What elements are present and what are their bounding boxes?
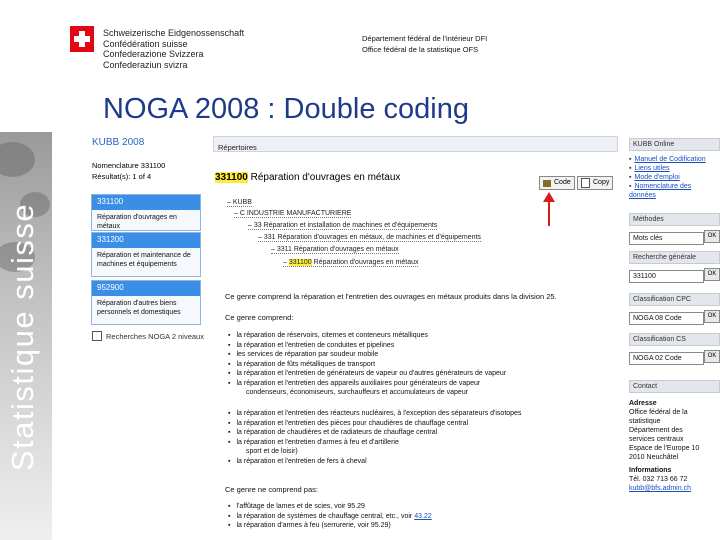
list-item: ▪ la réparation de réservoirs, citernes et conteneurs métalliques [228, 331, 608, 341]
checkbox[interactable] [92, 331, 102, 341]
copy-button[interactable] [577, 176, 613, 190]
link-nomenclature[interactable]: ▪ Nomenclature des données [629, 182, 720, 200]
nomenclature-label: Nomenclature 331100 [92, 161, 166, 170]
cpc-go-button[interactable]: OK [704, 310, 720, 323]
kubb-title: KUBB 2008 [92, 137, 145, 148]
link-list [629, 155, 720, 200]
address-line: Office fédéral de la statistique [629, 409, 688, 425]
arrow-shaft [548, 200, 550, 226]
slide-title: NOGA 2008 : Double coding [103, 93, 469, 125]
card-desc: Réparation d'ouvrages en métaux [97, 214, 177, 230]
red-arrow-annotation [547, 192, 551, 226]
panel-header: Classification CS [629, 333, 720, 346]
kubb-online-panel [629, 138, 720, 200]
cpc-panel [629, 293, 720, 325]
link-mode-emploi[interactable]: ▪ Mode d'emploi [629, 173, 720, 182]
card-code: 952900 [92, 281, 200, 296]
phone: Tél. 032 713 66 72 [629, 476, 688, 483]
tree-node[interactable]: – 33 Réparation et installation de machines et d'équipements [248, 222, 438, 229]
list-item: ▪ la réparation de chaudières et de radiateurs de chauffage central [228, 428, 608, 438]
methods-input[interactable]: Mots clés [629, 232, 704, 245]
result-count: Résultat(s): 1 of 4 [92, 172, 152, 181]
excludes-heading: Ce genre ne comprend pas: [225, 485, 318, 494]
nomenclature-info [92, 160, 165, 182]
copy-button-label: Copy [593, 179, 610, 186]
list-item-with-link [228, 512, 608, 522]
excludes-list [228, 502, 608, 531]
cs-go-button[interactable]: OK [704, 350, 720, 363]
tree-node[interactable]: – 331 Réparation d'ouvrages en métaux, de machines et d'équipements [258, 234, 481, 241]
code-heading [215, 172, 400, 183]
confederation-line: Schweizerische Eidgenossenschaft [103, 28, 245, 38]
tree-node[interactable]: – 3311 Réparation d'ouvrages en métaux [271, 246, 399, 253]
list-item: ▪ la réparation et l'entretien de fers à cheval [228, 457, 608, 467]
list-item: ▪ la réparation et l'entretien des appareils auxiliaires pour générateurs de vapeur [228, 379, 608, 389]
result-card-331100[interactable] [91, 194, 201, 231]
list-item-text: la réparation de systèmes de chauffage central, etc., voir [236, 512, 415, 520]
repertoires-label: Répertoires [218, 143, 257, 152]
card-code: 331200 [92, 233, 200, 248]
address-line: 2010 Neuchâtel [629, 454, 679, 461]
department-info [362, 33, 487, 55]
info-label: Informations [629, 467, 672, 474]
code-button-label: Code [554, 179, 571, 186]
includes-list-2 [228, 409, 608, 466]
list-item: ▪ l'affûtage de lames et de scies, voir 95.29 [228, 502, 608, 512]
panel-header: KUBB Online [629, 138, 720, 151]
checkbox-label: Recherches NOGA 2 niveaux [106, 331, 204, 341]
document-icon [581, 178, 590, 188]
card-desc: Réparation et maintenance de machines et équipements [97, 252, 191, 268]
address-line: Département des [629, 427, 683, 434]
code-number: 331100 [215, 172, 248, 183]
list-item: ▪ la réparation et l'entretien des pièces pour chaudières de chauffage central [228, 419, 608, 429]
cpc-select[interactable]: NOGA 08 Code [629, 312, 704, 325]
statistique-suisse-strip [0, 132, 52, 540]
tree-current-code: 331100 [288, 259, 312, 266]
confederation-line: Confederaziun svizra [103, 59, 188, 70]
confederation-name [103, 28, 244, 70]
list-item-continued: sport et de loisir) [246, 448, 298, 455]
confederation-line: Confederazione Svizzera [103, 49, 204, 59]
card-desc: Réparation d'autres biens personnels et domestiques [97, 300, 181, 316]
department-line: Département fédéral de l'intérieur DFI [362, 34, 488, 43]
search-panel [629, 251, 720, 283]
repertoires-bar [213, 136, 618, 152]
address-line: services centraux [629, 436, 684, 443]
link-manuel[interactable]: ▪ Manuel de Codification [629, 155, 720, 164]
list-item: ▪ la réparation et l'entretien d'armes à feu et d'artillerie [228, 438, 608, 448]
panel-header: Recherche générale [629, 251, 720, 264]
search-input[interactable]: 331100 [629, 270, 704, 283]
address-label: Adresse [629, 400, 657, 407]
list-item: ▪ les services de réparation par soudeur mobile [228, 350, 608, 360]
list-item: ▪ la réparation d'armes à feu (serrurerie, voir 95.29) [228, 521, 608, 531]
search-go-button[interactable]: OK [704, 268, 720, 281]
panel-header: Classification CPC [629, 293, 720, 306]
includes-list-1 [228, 331, 608, 398]
list-item: ▪ la réparation et l'entretien des réacteurs nucléaires, à l'exception des séparateurs d'isotopes [228, 409, 608, 419]
tree-node[interactable]: – C INDUSTRIE MANUFACTURIERE [234, 210, 352, 217]
card-code: 331100 [92, 195, 200, 210]
address-line: Espace de l'Europe 10 [629, 445, 700, 452]
panel-header: Contact [629, 380, 720, 393]
list-item-continued: condenseurs, économiseurs, surchauffeurs et accumulateurs de vapeur [246, 389, 469, 396]
code-label: Réparation d'ouvrages en métaux [247, 172, 401, 183]
list-item: ▪ la réparation de fûts métalliques de transport [228, 360, 608, 370]
confederation-line: Confédération suisse [103, 38, 188, 49]
tree-node-current[interactable]: – 331100 Réparation d'ouvrages en métaux [283, 259, 419, 266]
link-liens-utiles[interactable]: ▪ Liens utiles [629, 164, 720, 173]
cs-select[interactable]: NOGA 02 Code [629, 352, 704, 365]
description-paragraph: Ce genre comprend la réparation et l'entretien des ouvrages en métaux produits dans la division 25. [225, 292, 557, 301]
contact-panel [629, 380, 720, 493]
includes-heading: Ce genre comprend: [225, 313, 294, 322]
email-link[interactable]: kubb@bfs.admin.ch [629, 485, 691, 492]
folder-icon [543, 180, 551, 187]
department-line: Office fédéral de la statistique OFS [362, 45, 479, 54]
list-item: ▪ la réparation et l'entretien de conduites et pipelines [228, 341, 608, 351]
noga-link[interactable]: 43.22 [414, 512, 432, 520]
methods-panel [629, 213, 720, 245]
swiss-flag-logo [70, 26, 94, 52]
noga-checkbox-row[interactable] [92, 331, 204, 341]
result-card-331200[interactable] [91, 232, 201, 277]
cs-panel [629, 333, 720, 365]
result-card-952900[interactable] [91, 280, 201, 325]
tree-current-label: Réparation d'ouvrages en métaux [311, 259, 419, 266]
panel-header: Méthodes [629, 213, 720, 226]
code-button[interactable] [539, 176, 575, 190]
strip-text: Statistique suisse [5, 202, 40, 472]
methods-go-button[interactable]: OK [704, 230, 720, 243]
list-item: ▪ la réparation et l'entretien de générateurs de vapeur ou d'autres générateurs de vapeur [228, 369, 608, 379]
tree-node[interactable]: – KUBB [227, 199, 252, 206]
